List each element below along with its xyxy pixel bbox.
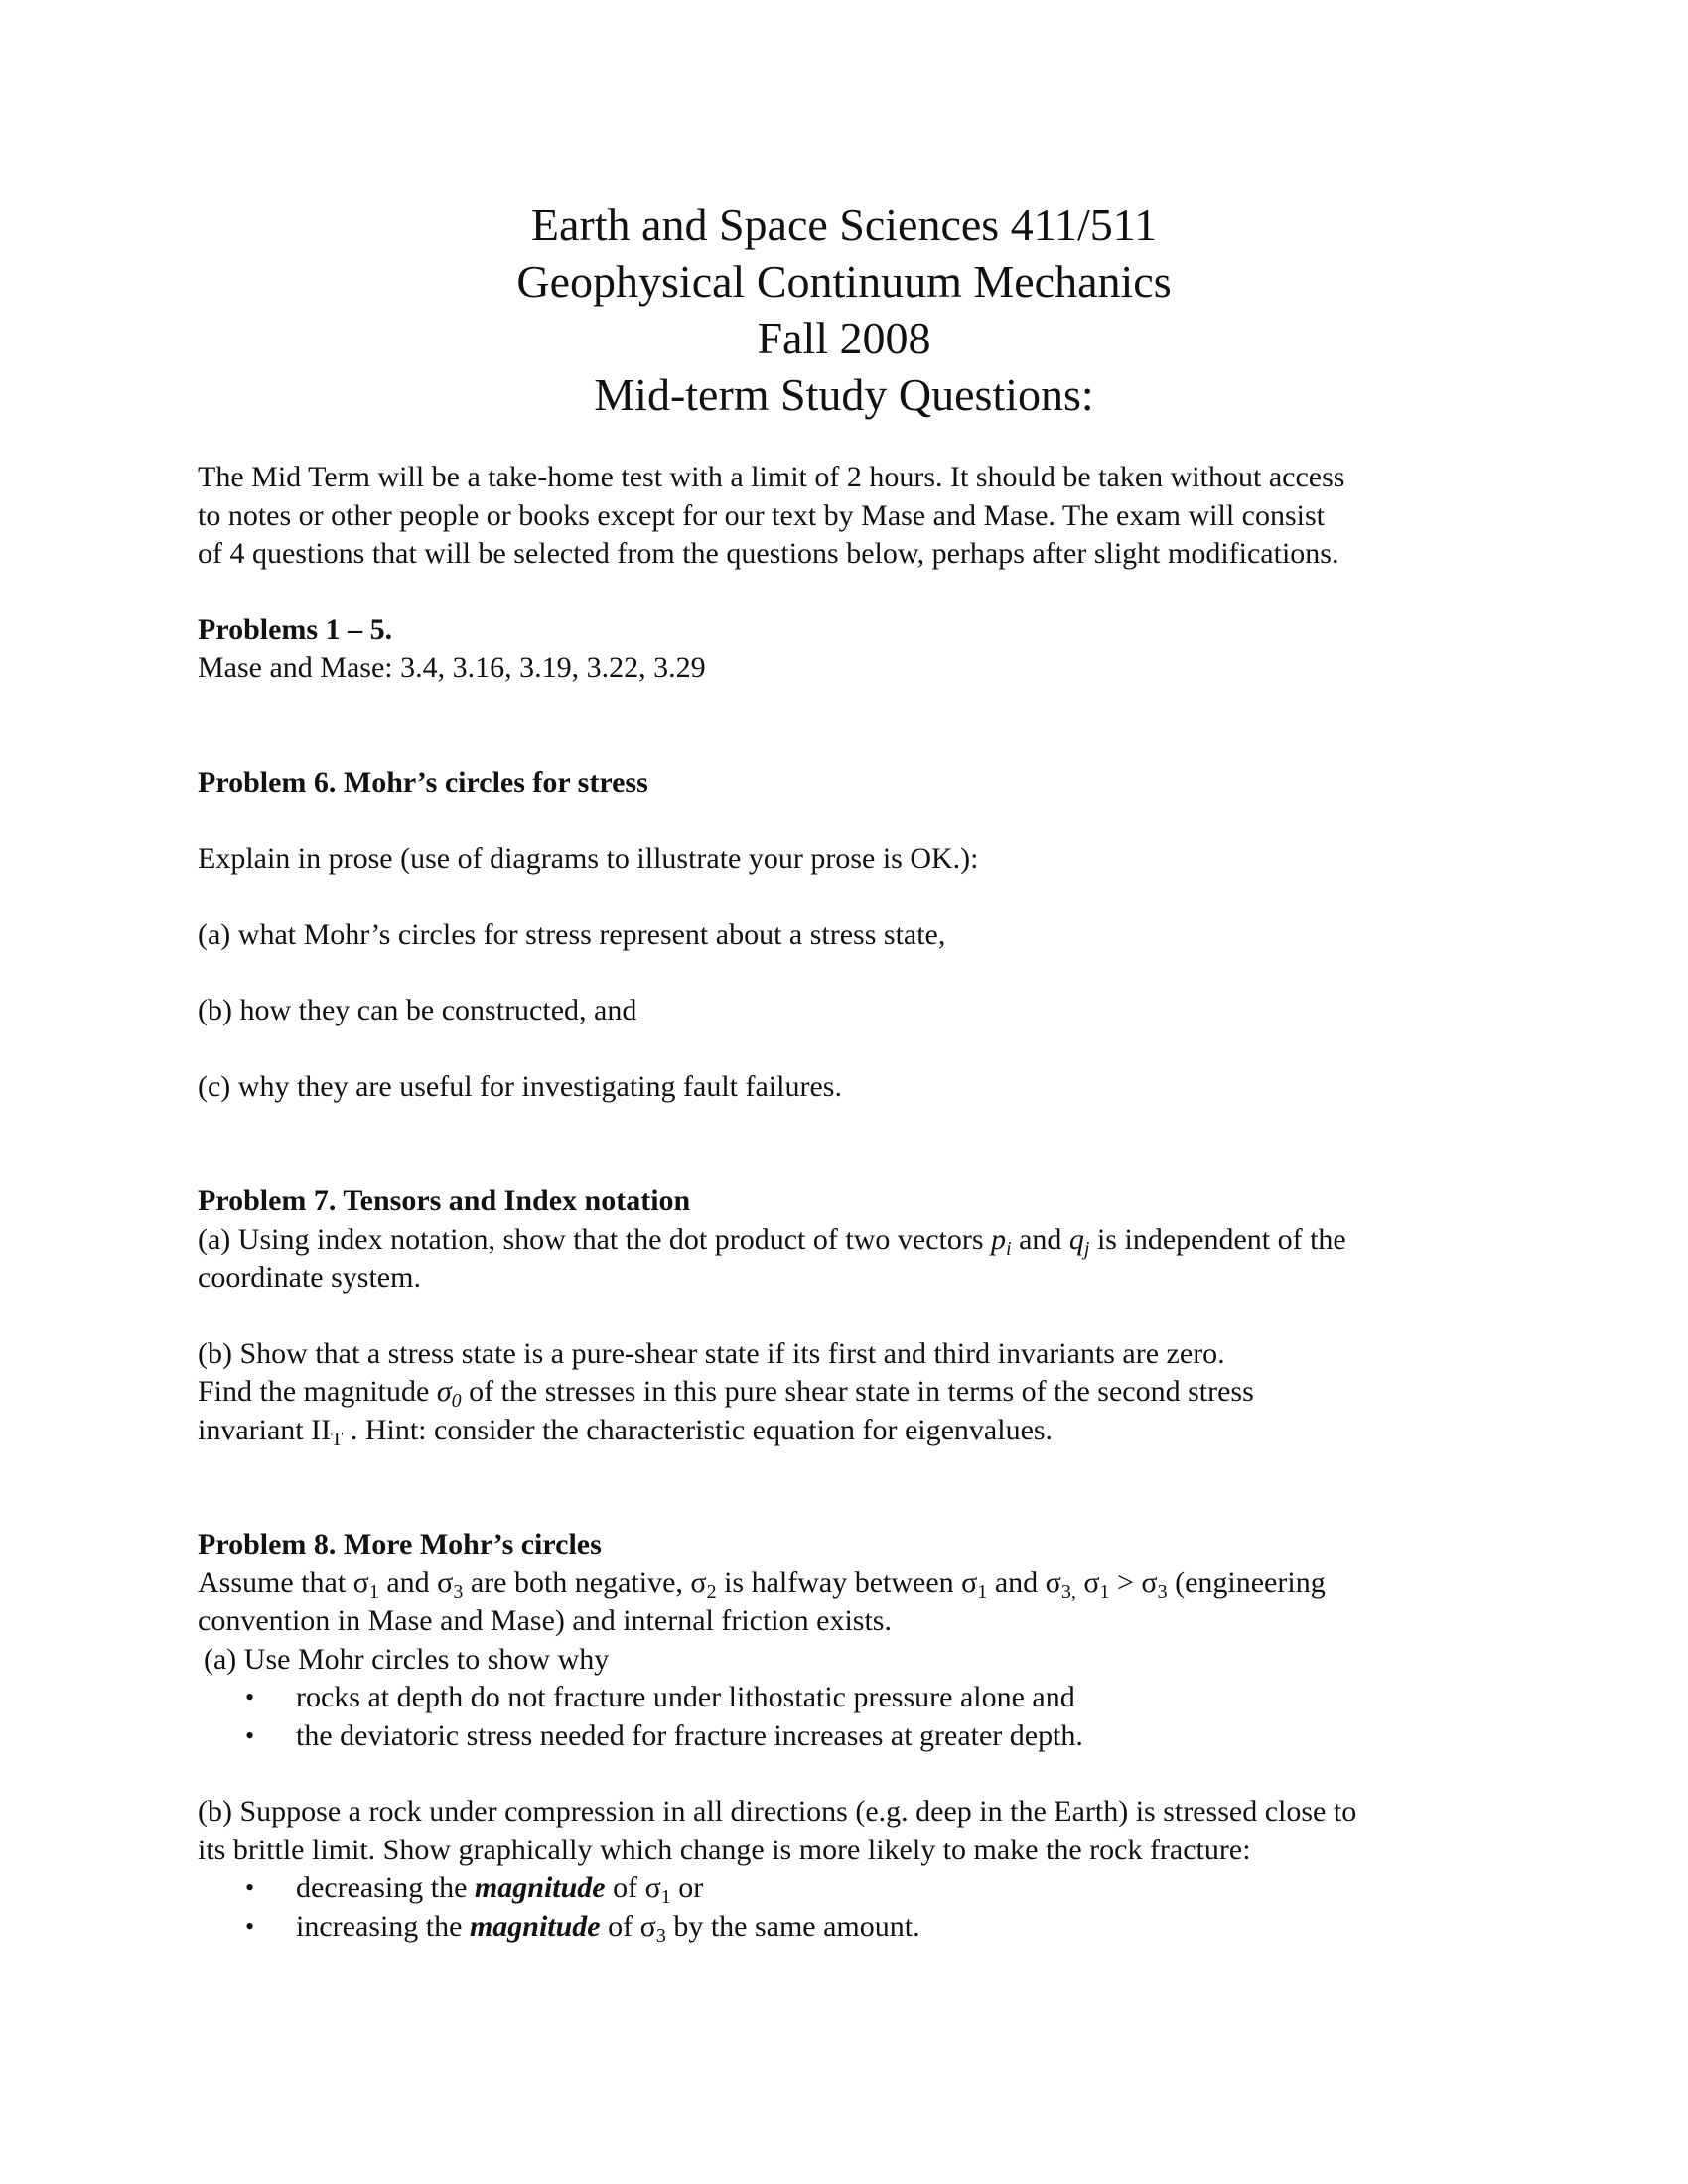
course-subtitle: Geophysical Continuum Mechanics bbox=[516, 256, 1172, 307]
problem-7-part-b-line-2: Find the magnitude $\sigma_0$ of the stresses in this pure shear state in terms of the second stress bbox=[198, 1375, 1254, 1412]
document-heading: Mid-term Study Questions: bbox=[594, 369, 1094, 420]
problems-1-5-heading: Problems 1 – 5. bbox=[198, 613, 393, 646]
problem-6-intro: Explain in prose (use of diagrams to illustrate your prose is OK.): bbox=[198, 842, 979, 875]
problem-8-part-a-list bbox=[198, 1679, 1508, 1755]
problem-7-heading: Problem 7. Tensors and Index notation bbox=[198, 1184, 691, 1217]
problem-7-part-a-line-2: coordinate system. bbox=[198, 1261, 421, 1294]
problem-6-heading: Problem 6. Mohr’s circles for stress bbox=[198, 765, 648, 799]
problem-7-part-b-line-1: (b) Show that a stress state is a pure-shear state if its first and third invariants are zero. bbox=[198, 1336, 1225, 1370]
intro-line-2: to notes or other people or books except for our text by Mase and Mase. The exam will consist bbox=[198, 498, 1326, 532]
problem-8-part-b-line-1: (b) Suppose a rock under compression in all directions (e.g. deep in the Earth) is stressed close to bbox=[198, 1795, 1357, 1828]
bullet-icon: • bbox=[245, 1720, 255, 1750]
bullet-icon: • bbox=[245, 1873, 255, 1902]
document-body bbox=[198, 459, 1508, 1946]
bullet-icon: • bbox=[245, 1911, 255, 1941]
document-title bbox=[0, 197, 1688, 423]
problem-8-heading: Problem 8. More Mohr’s circles bbox=[198, 1528, 602, 1561]
list-item: • increasing the magnitude of $\sigma_3$ by the same amount. bbox=[245, 1909, 920, 1947]
problem-7-part-a-line-1: (a) Using index notation, show that the dot product of two vectors $p_i$ and $q_j$ is independent of the bbox=[198, 1222, 1346, 1260]
course-title: Earth and Space Sciences 411/511 bbox=[530, 200, 1158, 250]
list-item: • rocks at depth do not fracture under lithostatic pressure alone and bbox=[198, 1679, 1508, 1717]
intro-line-3: of 4 questions that will be selected from the questions below, perhaps after slight modifications. bbox=[198, 537, 1339, 570]
problems-1-5-body: Mase and Mase: 3.4, 3.16, 3.19, 3.22, 3.29 bbox=[198, 651, 706, 684]
term: Fall 2008 bbox=[757, 313, 931, 363]
problem-8-part-a-intro: (a) Use Mohr circles to show why bbox=[204, 1642, 610, 1676]
list-item: • the deviatoric stress needed for fracture increases at greater depth. bbox=[198, 1717, 1508, 1756]
problem-7-part-b-line-3: invariant $II_T$ . Hint: consider the characteristic equation for eigenvalues. bbox=[198, 1413, 1054, 1450]
problem-6-part-a: (a) what Mohr’s circles for stress represent about a stress state, bbox=[198, 917, 946, 951]
problem-6-part-c: (c) why they are useful for investigating fault failures. bbox=[198, 1069, 842, 1103]
problem-8-part-b-list bbox=[198, 1869, 1508, 1946]
intro-line-1: The Mid Term will be a take-home test with a limit of 2 hours. It should be taken without access bbox=[198, 461, 1345, 493]
problem-8-assumption-line-2: convention in Mase and Mase) and internal friction exists. bbox=[198, 1604, 892, 1637]
problem-8-part-b-line-2: its brittle limit. Show graphically which change is more likely to make the rock fracture: bbox=[198, 1833, 1251, 1866]
bullet-icon: • bbox=[245, 1683, 255, 1711]
list-item: • decreasing the magnitude of $\sigma_1$ or bbox=[245, 1871, 704, 1908]
problem-6-part-b: (b) how they can be constructed, and bbox=[198, 994, 637, 1026]
problem-8-assumption-line-1: Assume that $\sigma_1$ and $\sigma_3$ are both negative, $\sigma_2$ is halfway between $\sigma_1$ and $\sigma_{3,}$ $\sigma_1 > \sigma_3$ (engineering bbox=[198, 1566, 1326, 1603]
